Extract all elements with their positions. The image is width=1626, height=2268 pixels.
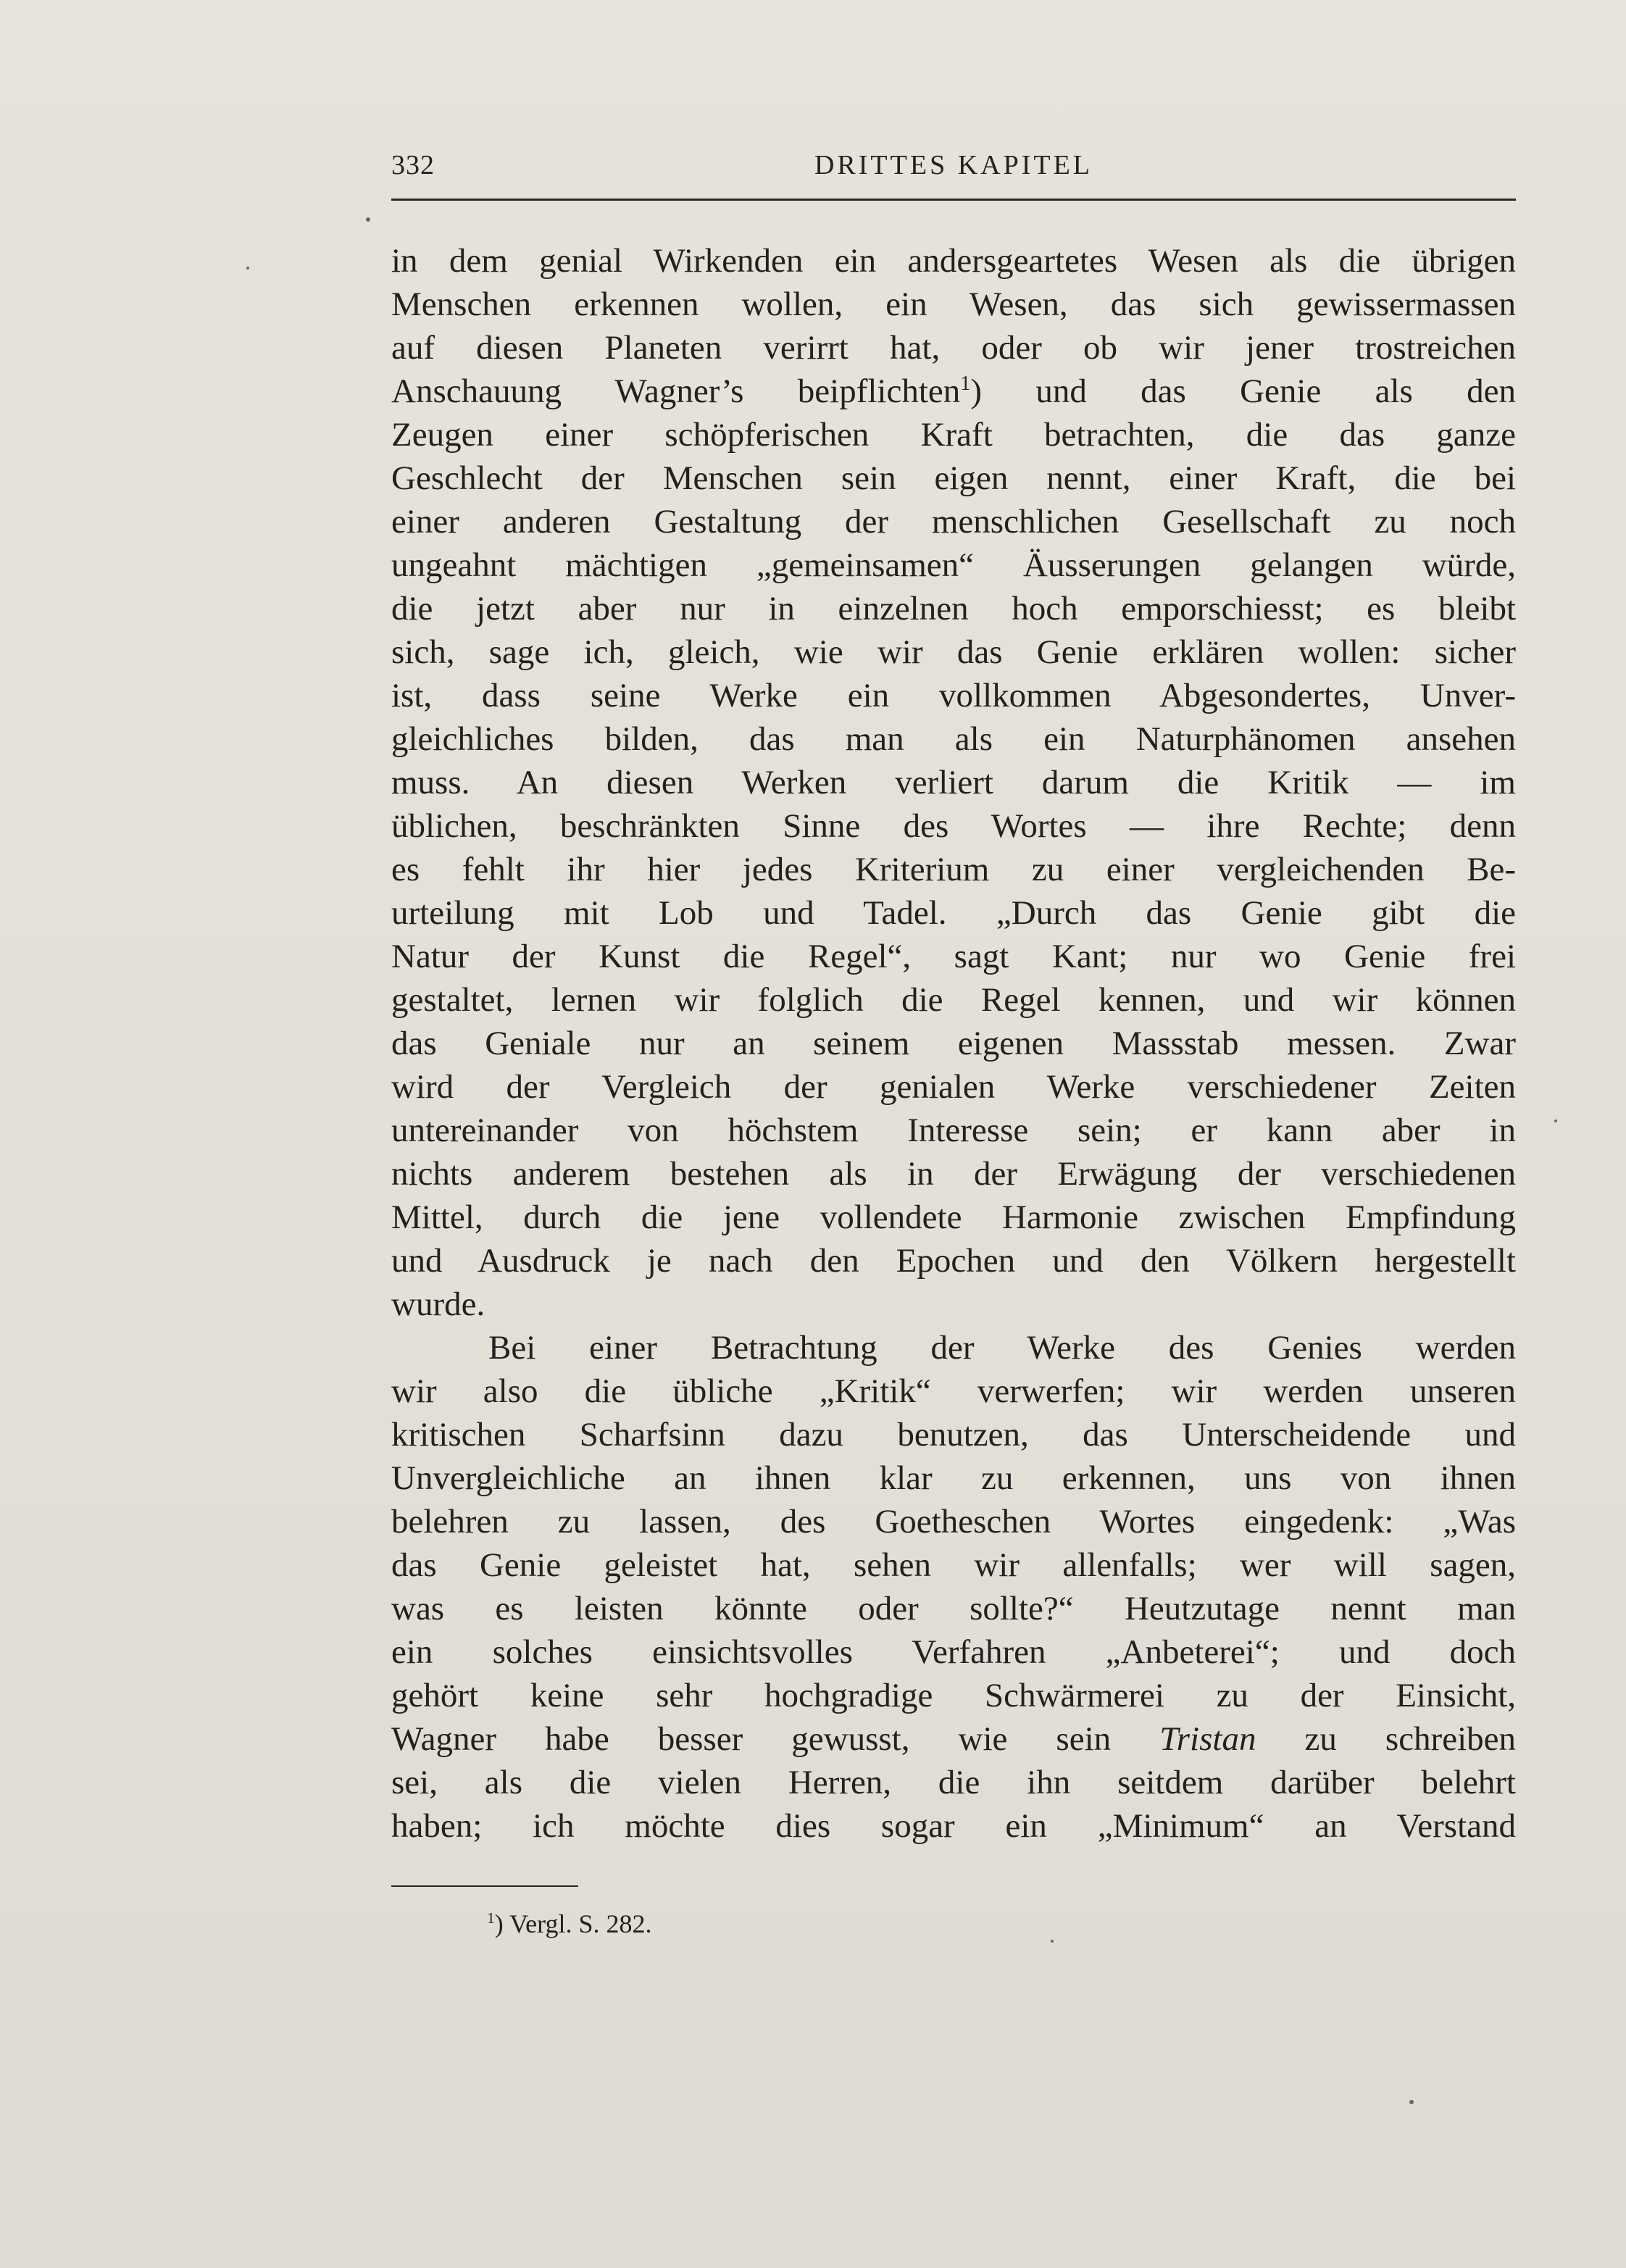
text-line: kritischen Scharfsinn dazu benutzen, das Unterscheidende und: [391, 1416, 1516, 1454]
text-line: haben; ich möchte dies sogar ein „Minimum“ an Verstand: [391, 1807, 1516, 1845]
text-line: sich, sage ich, gleich, wie wir das Genie erklären wollen: sicher: [391, 633, 1516, 671]
footnote-marker: 1: [487, 1909, 495, 1927]
text-line: was es leisten könnte oder sollte?“ Heutzutage nennt man: [391, 1590, 1516, 1627]
text-line: üblichen, beschränkten Sinne des Wortes — ihre Rechte; denn: [391, 807, 1516, 845]
text-line: belehren zu lassen, des Goetheschen Wortes eingedenk: „Was: [391, 1503, 1516, 1541]
text-line: untereinander von höchstem Interesse sein; er kann aber in: [391, 1112, 1516, 1149]
text-line: Geschlecht der Menschen sein eigen nennt, einer Kraft, die bei: [391, 459, 1516, 497]
text-line: die jetzt aber nur in einzelnen hoch emporschiesst; es bleibt: [391, 590, 1516, 628]
text-line: auf diesen Planeten verirrt hat, oder ob wir jener trostreichen: [391, 329, 1516, 367]
text-line: Menschen erkennen wollen, ein Wesen, das sich gewissermassen: [391, 285, 1516, 323]
text-line: nichts anderem bestehen als in der Erwägung der verschiedenen: [391, 1155, 1516, 1193]
text-line: sei, als die vielen Herren, die ihn seitdem darüber belehrt: [391, 1764, 1516, 1801]
text-line: ist, dass seine Werke ein vollkommen Abgesondertes, Unver-: [391, 677, 1516, 714]
text-line: ungeahnt mächtigen „gemeinsamen“ Äusserungen gelangen würde,: [391, 546, 1516, 584]
text-line: das Genie geleistet hat, sehen wir allenfalls; wer will sagen,: [391, 1546, 1516, 1584]
text-line: wurde.: [391, 1285, 485, 1323]
header-rule: [391, 199, 1516, 201]
footnote-rule: [391, 1885, 578, 1887]
text-line: wird der Vergleich der genialen Werke verschiedener Zeiten: [391, 1068, 1516, 1106]
text-line: ein solches einsichtsvolles Verfahren „Anbeterei“; und doch: [391, 1633, 1516, 1671]
text-fragment: zu schreiben: [1256, 1720, 1516, 1758]
text-line: gleichliches bilden, das man als ein Naturphänomen ansehen: [391, 720, 1516, 758]
paper-speck: [1051, 1940, 1054, 1943]
footnote-reference: 1: [960, 372, 971, 396]
paper-speck: [246, 267, 249, 270]
text-line: in dem genial Wirkenden ein andersgeartetes Wesen als die übrigen: [391, 242, 1516, 280]
footnote: [487, 1906, 651, 1942]
text-fragment: Wagner habe besser gewusst, wie sein: [391, 1720, 1112, 1758]
text-line: und Ausdruck je nach den Epochen und den Völkern hergestellt: [391, 1242, 1516, 1280]
work-title-italic: Tristan: [1159, 1720, 1256, 1758]
paper-speck: [366, 217, 370, 222]
text-line: Zeugen einer schöpferischen Kraft betrachten, die das ganze: [391, 416, 1516, 454]
text-line: Unvergleichliche an ihnen klar zu erkennen, uns von ihnen: [391, 1459, 1516, 1497]
chapter-title: DRITTES KAPITEL: [814, 150, 1093, 180]
paper-speck: [1554, 1120, 1557, 1122]
text-line: gestaltet, lernen wir folglich die Regel kennen, und wir können: [391, 981, 1516, 1019]
text-line: einer anderen Gestaltung der menschlichen Gesellschaft zu noch: [391, 503, 1516, 541]
text-line: [391, 370, 1516, 413]
text-line: es fehlt ihr hier jedes Kriterium zu einer vergleichenden Be-: [391, 851, 1516, 888]
text-line: wir also die übliche „Kritik“ verwerfen; wir werden unseren: [391, 1372, 1516, 1410]
text-line: [391, 1717, 1516, 1761]
text-line: Natur der Kunst die Regel“, sagt Kant; nur wo Genie frei: [391, 938, 1516, 975]
text-line: Mittel, durch die jene vollendete Harmonie zwischen Empfindung: [391, 1198, 1516, 1236]
body-text: [391, 239, 1516, 1848]
running-head: [391, 149, 1516, 190]
footnote-text: ) Vergl. S. 282.: [494, 1909, 652, 1938]
text-fragment: ) und das Genie als den: [970, 372, 1516, 410]
text-line: urteilung mit Lob und Tadel. „Durch das Genie gibt die: [391, 894, 1516, 932]
paper-speck: [1409, 2100, 1414, 2104]
text-line: muss. An diesen Werken verliert darum die Kritik — im: [391, 764, 1516, 801]
paragraph-first-line: Bei einer Betrachtung der Werke des Genies werden: [488, 1329, 1516, 1367]
text-line: das Geniale nur an seinem eigenen Massstab messen. Zwar: [391, 1025, 1516, 1062]
page-number: 332: [391, 150, 435, 180]
text-fragment: Anschauung Wagner’s beipflichten: [391, 372, 961, 410]
text-line: gehört keine sehr hochgradige Schwärmerei zu der Einsicht,: [391, 1677, 1516, 1714]
